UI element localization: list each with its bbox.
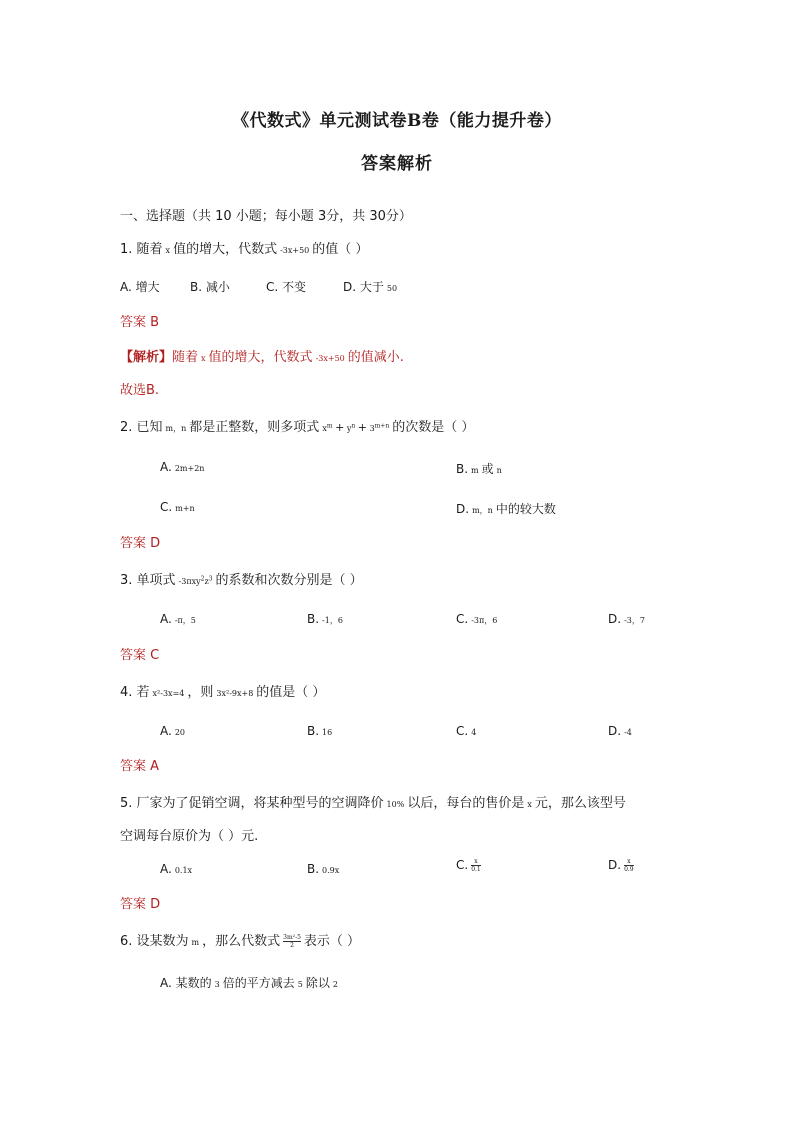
q2-option-d [456, 500, 556, 517]
q3-option-d-label: D. [608, 612, 622, 626]
q4-text-b: ，则 [187, 685, 214, 700]
q5-option-a [160, 862, 195, 876]
q5-math-percent: 10% [386, 800, 405, 809]
q2-option-a-label: A. [160, 460, 172, 474]
q2-text-a: 2. 已知 [120, 420, 163, 435]
q3-mono-exp-1: 2 [200, 575, 205, 583]
q1-analysis-tag: 【解析】 [120, 350, 173, 365]
q4-option-a-math: 20 [174, 728, 185, 737]
question-4-stem [120, 681, 325, 700]
q1-text-b: 值的增大，代数式 [173, 242, 278, 257]
q1-answer: 答案 B [120, 315, 160, 330]
question-1-stem [120, 238, 368, 257]
q4-math-expr: 3x²-9x+8 [216, 689, 254, 698]
q2-option-c-math: m+n [175, 504, 195, 513]
q2-option-b-math2: n [496, 466, 502, 475]
q1-option-c: C. 不变 [266, 280, 307, 294]
q3-option-d [608, 612, 648, 626]
q5-text-a: 5. 厂家为了促销空调，将某种型号的空调降价 [120, 796, 384, 811]
q3-mono-a: -3πxy [178, 577, 201, 586]
q5-option-b-math: 0.9x [322, 866, 340, 875]
q5-option-c-label: C. [456, 858, 469, 872]
question-3-stem [120, 569, 363, 588]
q5-option-c-den: 0.1 [471, 866, 481, 873]
q6-option-a-math2: 5 [297, 980, 303, 989]
q6-frac-num: 3m²-5 [283, 934, 301, 941]
q5-option-d-num: x [627, 858, 631, 865]
q2-option-d-math: m，n [472, 506, 493, 515]
q4-option-d-math: -4 [624, 728, 632, 737]
q2-term-3-exp: m+n [374, 422, 390, 430]
q6-math-fraction [283, 934, 301, 949]
q5-option-b [307, 862, 342, 876]
q2-term-x-exp: m [326, 422, 333, 430]
q5-option-a-label: A. [160, 862, 172, 876]
q4-text-a: 4. 若 [120, 685, 150, 700]
q1-analysis-a: 随着 [172, 350, 199, 365]
q5-text-c: 元，那么该型号 [534, 796, 626, 811]
q1-analysis [120, 346, 404, 365]
section-heading: 一、选择题（共 10 小题；每小题 3分，共 30分） [120, 209, 412, 224]
q2-option-c [160, 500, 198, 514]
q5-option-c-num: x [474, 858, 478, 865]
q1-option-d-label: D. 大于 [343, 280, 384, 294]
q6-option-a-math3: 2 [332, 980, 338, 989]
q3-mono-z: z [204, 577, 209, 586]
q3-option-b [307, 612, 346, 626]
q4-option-d [608, 724, 635, 738]
q4-option-b [307, 724, 335, 738]
q2-option-b-math: m [471, 466, 479, 475]
q4-option-c-math: 4 [471, 728, 477, 737]
q5-option-b-label: B. [307, 862, 320, 876]
q4-option-d-label: D. [608, 724, 622, 738]
q6-text-a: 6. 设某数为 [120, 934, 189, 949]
q3-option-b-label: B. [307, 612, 320, 626]
q1-analysis-b: 值的增大，代数式 [208, 350, 313, 365]
q6-text-c: 表示（ ） [303, 934, 361, 949]
q5-option-d-den: 0.9 [624, 866, 634, 873]
q2-text-c: 的次数是（ ） [392, 420, 475, 435]
q5-option-c-fraction [471, 858, 481, 873]
q2-option-d-label: D. [456, 502, 470, 516]
q4-option-a-label: A. [160, 724, 172, 738]
q3-text-a: 3. 单项式 [120, 573, 176, 588]
q3-option-a [160, 612, 199, 626]
q5-option-d-label: D. [608, 858, 622, 872]
q5-option-a-math: 0.1x [174, 866, 193, 875]
q3-option-b-math: -1，6 [322, 616, 343, 625]
q2-answer: 答案 D [120, 536, 161, 551]
question-5-stem [120, 792, 626, 811]
q5-answer: 答案 D [120, 897, 161, 912]
question-2-stem [120, 416, 474, 435]
q3-math-monomial [179, 577, 213, 586]
q1-option-a: A. 增大 [120, 280, 160, 294]
q3-option-c-label: C. [456, 612, 469, 626]
q5-option-c [456, 858, 484, 873]
q6-text-b: ，那么代数式 [202, 934, 281, 949]
q4-math-eq: x²-3x=4 [152, 689, 185, 698]
q1-conclusion: 故选B. [120, 383, 160, 398]
q2-option-b [456, 460, 505, 477]
q2-math-mn: m，n [165, 424, 187, 433]
q2-option-b-text: 或 [481, 462, 494, 476]
q1-option-b: B. 减小 [190, 280, 230, 294]
q3-text-c: 的系数和次数分别是（ ） [215, 573, 363, 588]
q4-option-c [456, 724, 479, 738]
q4-answer: 答案 A [120, 759, 160, 774]
q2-option-c-label: C. [160, 500, 173, 514]
q6-math-m: m [191, 938, 200, 947]
q1-text-c: 的值（ ） [312, 242, 369, 257]
q5-math-x: x [527, 800, 532, 809]
q2-option-a-math: 2m+2n [174, 464, 205, 473]
q4-option-b-math: 16 [322, 728, 333, 737]
q3-option-a-math: -π，5 [174, 616, 196, 625]
q1-analysis-math-expr: -3x+50 [315, 354, 345, 363]
document-title: 《代数式》单元测试卷B卷（能力提升卷） [232, 111, 562, 131]
q1-option-d [343, 278, 400, 295]
q2-option-d-text: 中的较大数 [495, 502, 556, 516]
q1-text-a: 1. 随着 [120, 242, 163, 257]
question-5-stem-line2: 空调每台原价为（ ）元. [120, 829, 259, 844]
q1-analysis-c: 的值减小. [347, 350, 404, 365]
q4-option-b-label: B. [307, 724, 320, 738]
q2-term-y-exp: n [351, 422, 356, 430]
q5-option-d [608, 858, 637, 873]
q5-option-d-fraction [624, 858, 634, 873]
q2-plus-1: + [335, 421, 345, 434]
q5-text-b: 以后，每台的售价是 [407, 796, 525, 811]
q3-option-d-math: -3，7 [624, 616, 645, 625]
q4-option-a [160, 724, 188, 738]
q6-frac-den: 2 [290, 942, 294, 949]
q2-plus-2: + [357, 421, 368, 434]
q1-option-d-math: 50 [386, 284, 398, 293]
document-subtitle: 答案解析 [361, 154, 433, 174]
question-6-stem [120, 930, 360, 949]
q3-option-c [456, 612, 500, 626]
q3-answer: 答案 C [120, 648, 160, 663]
q6-option-a [160, 974, 341, 991]
q3-option-c-math: -3π，6 [471, 616, 498, 625]
q3-option-a-label: A. [160, 612, 172, 626]
q2-option-b-label: B. [456, 462, 469, 476]
q6-option-a-label: A. 某数的 [160, 976, 212, 990]
q3-mono-exp-2: 3 [208, 575, 213, 583]
q6-option-a-text: 倍的平方减去 [222, 976, 295, 990]
q6-option-a-math: 3 [214, 980, 220, 989]
q2-term-y: y [346, 424, 352, 433]
q2-math-poly [322, 421, 390, 434]
q2-term-x: x [322, 424, 327, 433]
q4-text-c: 的值是（ ） [256, 685, 326, 700]
q4-option-c-label: C. [456, 724, 469, 738]
q1-math-expr: -3x+50 [280, 246, 310, 255]
q1-analysis-math-x: x [201, 354, 206, 363]
q2-text-b: 都是正整数，则多项式 [189, 420, 320, 435]
q6-option-a-text2: 除以 [305, 976, 330, 990]
q2-term-3: 3 [369, 424, 375, 433]
q1-math-x: x [165, 246, 171, 255]
q2-option-a [160, 460, 207, 474]
